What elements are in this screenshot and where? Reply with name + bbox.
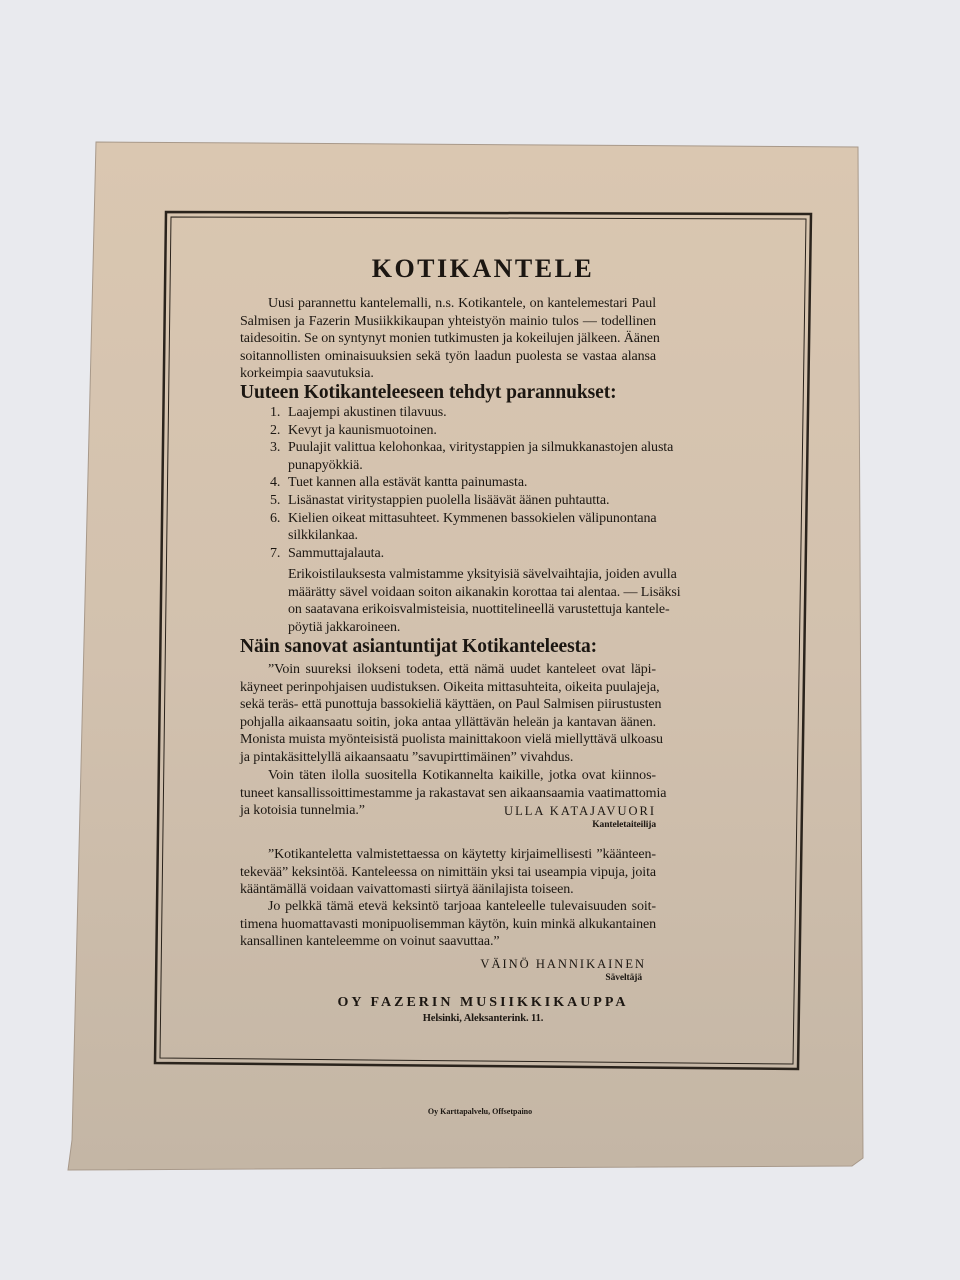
list-number: 2.	[270, 422, 281, 438]
publisher-name: OY FAZERIN MUSIIKKIKAUPPA	[337, 995, 629, 1010]
text-line: ja pintakäsittelyllä aikaansaatu ”savupirttimäinen” vivahdus.	[240, 749, 574, 765]
list-number: 4.	[270, 475, 281, 491]
text-line: korkeimpia saavutuksia.	[240, 366, 374, 382]
list-item	[240, 422, 656, 440]
publisher-address: Helsinki, Aleksanterink. 11.	[422, 1013, 544, 1024]
printer-credit: Oy Karttapalvelu, Offsetpaino	[427, 1107, 533, 1116]
quote-2-continued	[240, 898, 656, 951]
list-item	[240, 439, 674, 474]
text-line: Sammuttajalauta.	[288, 545, 384, 561]
intro-paragraph	[240, 295, 660, 383]
experts-heading: Näin sanovat asiantuntijat Kotikanteleesta:	[240, 636, 598, 657]
text-line: kansallinen kanteleemme on voinut saavuttaa.”	[240, 934, 500, 950]
list-item	[240, 510, 656, 545]
signature-2-name: VÄINÖ HANNIKAINEN	[480, 957, 646, 971]
improvements-list	[240, 404, 674, 562]
text-line: ja kotoisia tunnelmia.”	[240, 803, 365, 819]
text-line: Tuet kannen alla estävät kantta painumasta.	[288, 475, 528, 491]
text-line: Laajempi akustinen tilavuus.	[288, 405, 447, 420]
list-number: 3.	[270, 440, 281, 456]
list-item	[240, 474, 656, 492]
special-orders-paragraph	[288, 566, 681, 636]
list-item	[240, 492, 656, 510]
text-line: tuneet kansallissoittimestamme ja rakastavat sen aikaansaamia vaatimattomia	[240, 785, 667, 801]
list-number: 7.	[270, 545, 281, 561]
text-line: Lisänastat viritystappien puolella lisäävät äänen puhtautta.	[288, 492, 610, 508]
text-line: käyneet perinpohjaisen uudistuksen. Oikeita mittasuhteita, oikeita puulajeja,	[240, 679, 660, 695]
quote-1	[240, 661, 663, 767]
signature-1-role: Kanteletaiteilija	[592, 820, 656, 830]
text-line: ”Kotikanteletta valmistettaessa on käytetty kirjaimellisesti ”käänteen-	[268, 847, 656, 862]
text-line: ”Voin suureksi ilokseni todeta, että nämä uudet kanteleet ovat läpi-	[268, 662, 656, 677]
text-line: sekä teräs- että punottuja bassokieliä käyttäen, on Paul Salmisen piirustusten	[240, 697, 662, 713]
text-line: kääntämällä voidaan vaivattomasti siirtyä äänilajista toiseen.	[240, 882, 574, 898]
text-line: Voin täten ilolla suositella Kotikannelta kaikille, jotka ovat kiinnos-	[268, 768, 656, 783]
text-line: Salmisen ja Fazerin Musiikkikaupan yhteistyön mainio tulos — todellinen	[240, 313, 656, 329]
list-number: 5.	[270, 492, 281, 508]
signature-1-name: ULLA KATAJAVUORI	[504, 804, 656, 818]
text-line: Jo pelkkä tämä etevä keksintö tarjoaa kanteleelle tulevaisuuden soit-	[268, 899, 656, 914]
text-line: soitannollisten ominaisuuksien sekä työn laadun puolesta se vastaa alansa	[240, 348, 656, 364]
text-line: tekevää” keksintöä. Kanteleessa on nimittäin yksi tai useampia vipuja, joita	[240, 864, 656, 880]
text-line: pohjalla aikaansaatu soitin, joka antaa yllättävän heleän ja kantavan äänen.	[240, 714, 656, 730]
improvements-heading: Uuteen Kotikanteleeseen tehdyt parannukset:	[240, 382, 617, 403]
text-line: Kielien oikeat mittasuhteet. Kymmenen bassokielen välipunontana	[288, 510, 657, 526]
signature-2-role: Säveltäjä	[605, 973, 642, 983]
text-line: Erikoistilauksesta valmistamme yksityisiä sävelvaihtajia, joiden avulla	[288, 567, 677, 582]
list-number: 6.	[270, 510, 281, 526]
text-line: Kevyt ja kaunismuotoinen.	[288, 422, 437, 438]
text-line: silkkilankaa.	[288, 528, 358, 544]
text-line: on saatavana erikoisvalmisteisia, nuottitelineellä varustettuja kantele-	[288, 602, 670, 618]
quote-2	[240, 846, 656, 899]
text-line: taidesoitin. Se on syntynyt monien tutkimusten ja kokeilujen jälkeen. Äänen	[240, 331, 660, 347]
text-line: pöytiä jakkaroineen.	[288, 619, 401, 635]
text-line: Uusi parannettu kantelemalli, n.s. Kotikantele, on kantelemestari Paul	[268, 296, 656, 311]
page-title: KOTIKANTELE	[371, 254, 595, 283]
text-line: Puulajit valittua kelohonkaa, viritystappien ja silmukkanastojen alusta	[288, 440, 674, 456]
list-number: 1.	[270, 405, 281, 420]
text-line: määrätty sävel voidaan soiton aikanakin korottaa tai alentaa. — Lisäksi	[288, 584, 681, 600]
text-line: timena huomattavasti monipuolisemman käytön, kuin minkä alkukantainen	[240, 916, 656, 932]
list-item	[240, 404, 656, 422]
list-item	[240, 545, 656, 563]
text-line: punapyökkiä.	[288, 457, 363, 473]
text-line: Monista muista myönteisistä puolista mainittakoon vielä miellyttävä ulkoasu	[240, 732, 663, 748]
